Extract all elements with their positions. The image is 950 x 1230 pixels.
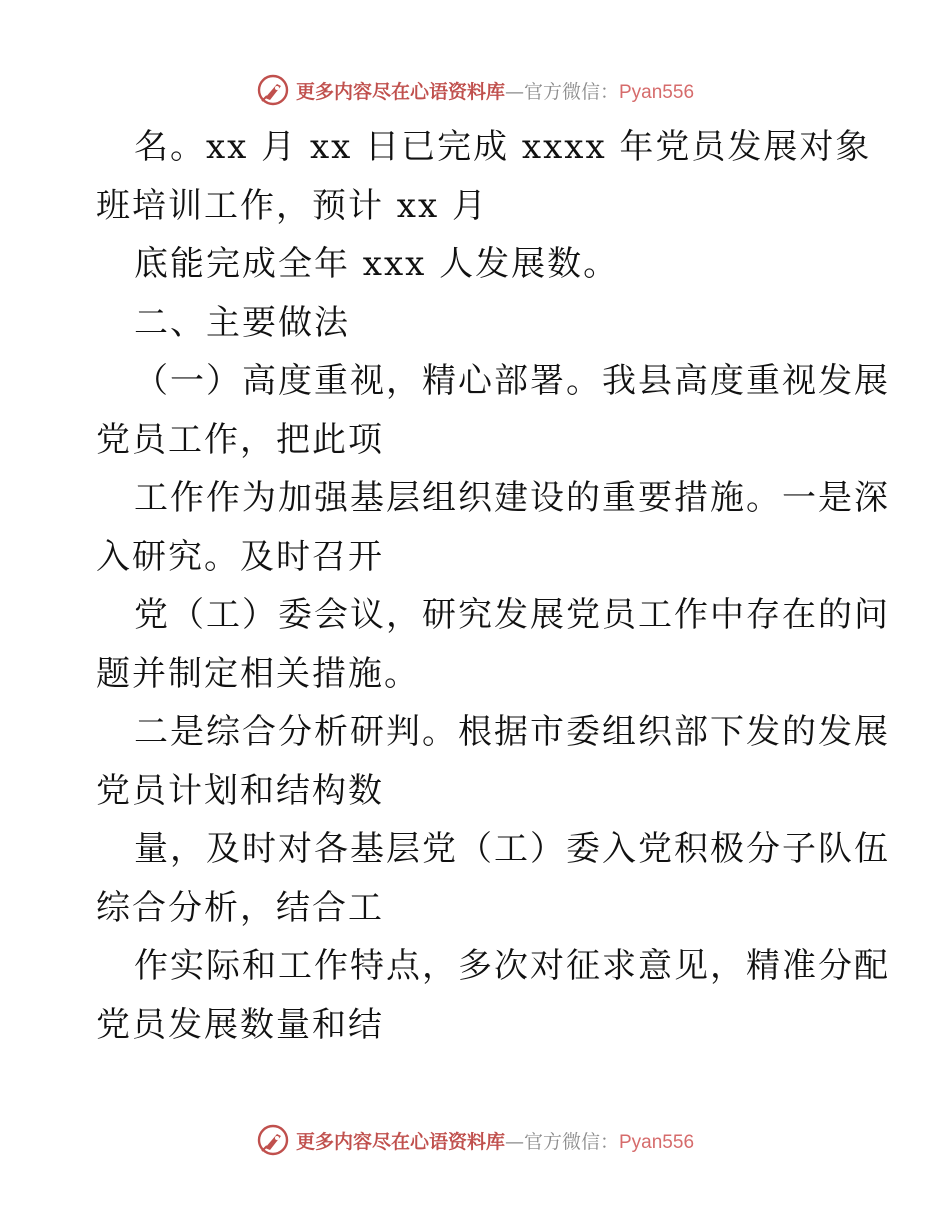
header-watermark — [0, 70, 950, 110]
text-line: 二是综合分析研判。根据市委组织部下发的发展 — [134, 712, 890, 752]
text-line: 党员发展数量和结 — [96, 1004, 384, 1045]
header-wechat-label: 官方微信： — [523, 80, 619, 103]
text-line: 二、主要做法 — [134, 302, 350, 343]
header-separator: — — [504, 80, 524, 103]
pen-nib-circle-icon — [256, 1123, 290, 1157]
text-line: 作实际和工作特点，多次对征求意见，精准分配 — [134, 946, 890, 986]
text-line: 题并制定相关措施。 — [96, 653, 420, 694]
text-line: 量，及时对各基层党（工）委入党积极分子队伍 — [134, 829, 890, 869]
text-line: 综合分析，结合工 — [96, 887, 384, 928]
footer-watermark — [0, 1120, 950, 1160]
text-line: 工作作为加强基层组织建设的重要措施。一是深 — [134, 478, 890, 518]
header-watermark-text — [296, 77, 694, 104]
footer-watermark-text — [296, 1127, 694, 1154]
text-line: 班培训工作，预计 xx 月 — [96, 185, 488, 226]
document-body — [96, 118, 890, 1054]
text-line: 党（工）委会议，研究发展党员工作中存在的问 — [134, 595, 890, 635]
header-wechat-id: Pyan556 — [619, 81, 695, 103]
text-line: （一）高度重视，精心部署。我县高度重视发展 — [134, 361, 890, 401]
footer-wechat-id: Pyan556 — [619, 1131, 695, 1153]
footer-brand: 更多内容尽在心语资料库 — [295, 1130, 505, 1153]
text-line: 党员计划和结构数 — [96, 770, 384, 811]
text-line: 党员工作，把此项 — [96, 419, 384, 460]
text-line: 名。xx 月 xx 日已完成 xxxx 年党员发展对象 — [134, 127, 872, 167]
pen-nib-circle-icon — [256, 73, 290, 107]
text-line: 底能完成全年 xxx 人发展数。 — [134, 244, 620, 284]
text-line: 入研究。及时召开 — [96, 536, 384, 577]
header-brand: 更多内容尽在心语资料库 — [295, 80, 505, 103]
footer-separator: — — [504, 1130, 524, 1153]
footer-wechat-label: 官方微信： — [523, 1130, 619, 1153]
